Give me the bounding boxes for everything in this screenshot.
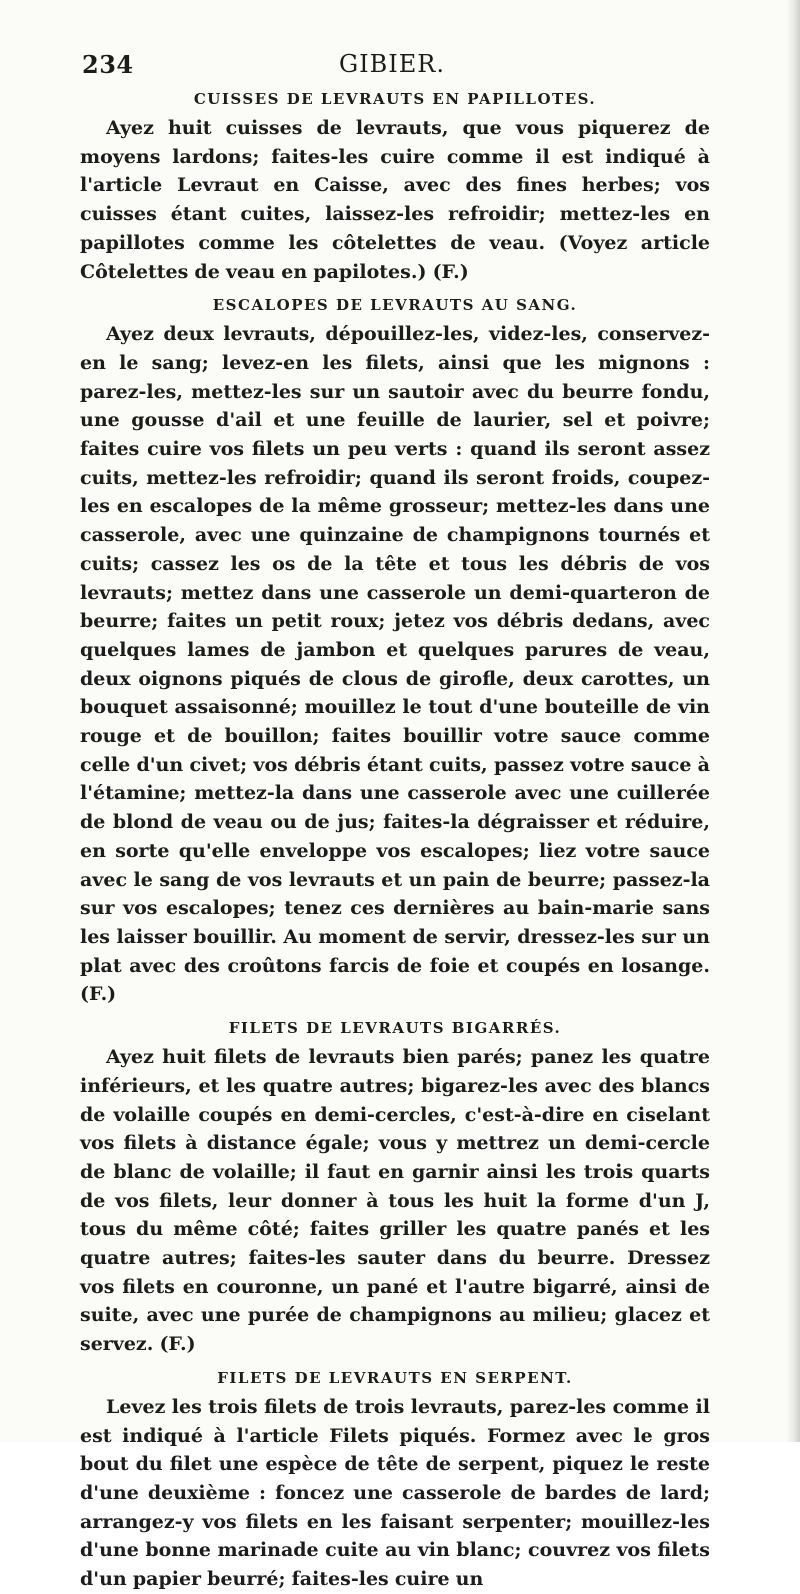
section-text-cuisses: Ayez huit cuisses de levrauts, que vous piquerez de moyens lardons; faites-les cuire comme il est indiqué à l'article Levraut en Caisse, avec des fines herbes; vos cuisses étant cuites, laissez-les refroidir; mettez-les en papillotes comme les côtelettes de veau. (Voyez article Côtelettes de veau en papilotes.) (F.) [80,117,710,283]
page-number: 234 [82,50,134,79]
section-title-filets-serpent: FILETS DE LEVRAUTS EN SERPENT. [217,1368,573,1387]
page-body [80,90,710,1594]
section-title-escalopes: ESCALOPES DE LEVRAUTS AU SANG. [212,296,578,315]
running-title: GIBIER. [339,50,445,78]
section-title-cuisses: CUISSES DE LEVRAUTS EN PAPILLOTES. [193,90,597,108]
section-title-filets-bigarres: FILETS DE LEVRAUTS BIGARRÉS. [228,1019,562,1038]
section-text-filets-serpent: Levez les trois filets de trois levrauts, parez-les comme il est indiqué à l'article Filets piqués. Formez avec le gros bout du filet une espèce de tête de serpent, piquez le reste d'une deuxième : foncez une casserole de bardes de lard; arrangez-y vos filets en les faisant serpenter; mouillez-les d'une bonne marinade cuite au vin blanc; couvrez vos filets d'un papier beurré; faites-les cuire un [80,1395,710,1591]
page-edge-shadow [786,0,800,1442]
section-text-escalopes: Ayez deux levrauts, dépouillez-les, videz-les, conservez-en le sang; levez-en les filets, ainsi que les mignons : parez-les, mettez-les sur un sautoir avec du beurre fondu, une gousse d'ail et une feuille de laurier, sel et poivre; faites cuire vos filets un peu verts : quand ils seront assez cuits, mettez-les refroidir; quand ils seront froids, coupez-les en escalopes de la même grosseur; mettez-les dans une casserole, avec une quinzaine de champignons tournés et cuits; cassez les os de la tête et tous les débris de vos levrauts; mettez dans une casserole un demi-quarteron de beurre; faites un petit roux; jetez vos débris dedans, avec quelques lames de jambon et quelques parures de veau, deux oignons piqués de clous de girofle, deux carottes, un bouquet assaisonné; mouillez le tout d'une bouteille de vin rouge et de bouillon; faites bouillir votre sauce comme celle d'un civet; vos débris étant cuits, passez votre sauce à l'étamine; mettez-la dans une casserole avec une cuillerée de blond de veau ou de jus; faites-la dégraisser et réduire, en sorte qu'elle enveloppe vos escalopes; liez votre sauce avec le sang de vos levrauts et un pain de beurre; passez-la sur vos escalopes; tenez ces dernières au bain-marie sans les laisser bouillir. Au moment de servir, dressez-les sur un plat avec des croûtons farcis de foie et coupés en losange. (F.) [80,323,710,1006]
page-header [82,50,702,90]
section-text-filets-bigarres: Ayez huit filets de levrauts bien parés; panez les quatre inférieurs, et les quatre autres; bigarez-les avec des blancs de volaille coupés en demi-cercles, c'est-à-dire en ciselant vos filets à distance égale; vous y mettrez un demi-cercle de blanc de volaille; il faut en garnir ainsi les trois quarts de vos filets, leur donner à tous les huit la forme d'un J, tous du même côté; faites griller les quatre panés et les quatre autres; faites-les sauter dans du beurre. Dressez vos filets en couronne, un pané et l'autre bigarré, ainsi de suite, avec une purée de champignons au milieu; glacez et servez. (F.) [80,1046,710,1356]
